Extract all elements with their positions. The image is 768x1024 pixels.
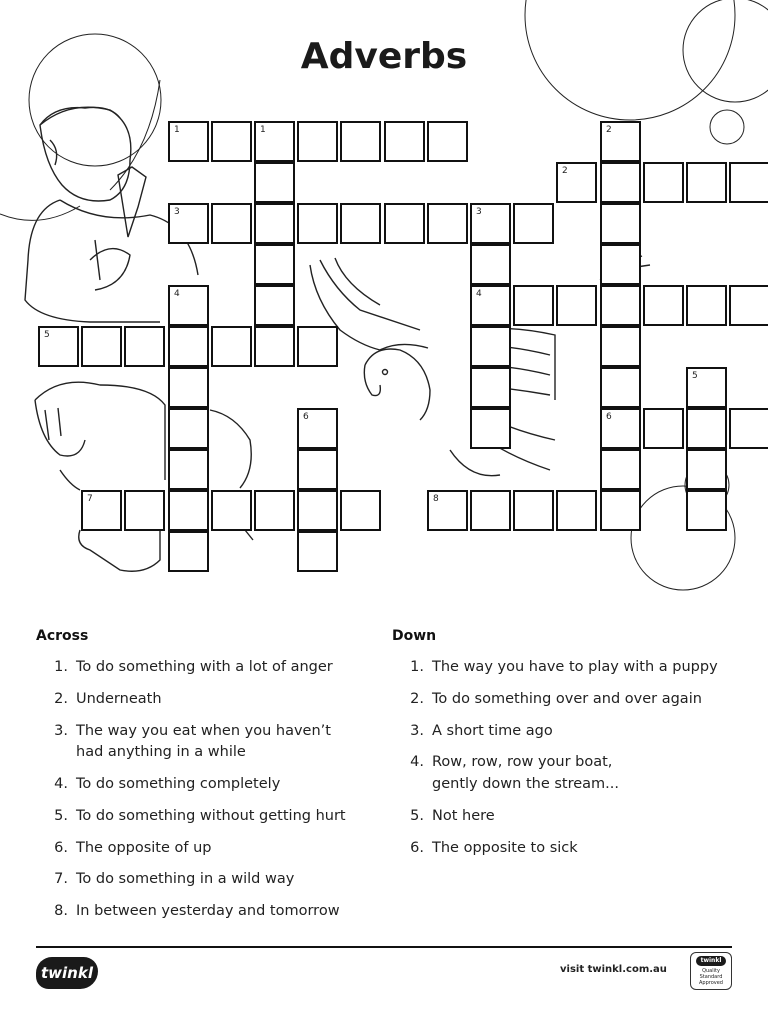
crossword-cell[interactable]: [470, 244, 511, 285]
crossword-cell[interactable]: [686, 367, 727, 408]
crossword-cell[interactable]: [297, 490, 338, 531]
badge-text: Quality Standard Approved: [699, 968, 723, 986]
clue-number: 2: [606, 125, 612, 135]
clue-item: [36, 806, 376, 828]
clue-number: 4: [476, 289, 482, 299]
crossword-cell[interactable]: [124, 326, 165, 367]
crossword-cell[interactable]: [340, 121, 381, 162]
clue-item-number: 5.: [54, 807, 68, 824]
clue-number: 6: [606, 412, 612, 422]
clue-item-number: 8.: [54, 903, 68, 919]
clue-item-number: 2.: [410, 690, 424, 707]
crossword-cell[interactable]: [38, 326, 79, 367]
crossword-cell[interactable]: [600, 244, 641, 285]
crossword-cell[interactable]: [729, 162, 768, 203]
crossword-cell[interactable]: [81, 326, 122, 367]
clue-item-text: Not here: [432, 807, 495, 824]
crossword-cell[interactable]: [513, 203, 554, 244]
crossword-cell[interactable]: [686, 449, 727, 490]
crossword-cell[interactable]: [168, 408, 209, 449]
clue-item-number: 3.: [54, 722, 68, 739]
clue-item: [36, 838, 376, 860]
clue-item-text: Underneath: [76, 690, 162, 707]
crossword-cell[interactable]: [686, 162, 727, 203]
clue-item-text: The opposite of up: [76, 839, 212, 856]
clue-item-text: To do something without getting hurt: [76, 807, 346, 824]
across-clues: [36, 626, 376, 933]
crossword-cell[interactable]: [297, 408, 338, 449]
crossword-cell[interactable]: [340, 490, 381, 531]
badge-logo: twinkl: [696, 956, 726, 966]
clue-item-text: To do something over and over again: [432, 690, 702, 707]
crossword-cell[interactable]: [556, 490, 597, 531]
clue-number: 7: [87, 494, 93, 504]
crossword-cell[interactable]: [643, 408, 684, 449]
clue-number: 2: [562, 166, 568, 176]
crossword-cell[interactable]: [254, 162, 295, 203]
clue-item-text: Row, row, row your boat, gently down the stream...: [432, 754, 619, 792]
crossword-cell[interactable]: [168, 121, 209, 162]
clue-item-text: To do something completely: [76, 776, 281, 792]
crossword-cell[interactable]: [729, 285, 768, 326]
clue-number: 5: [692, 371, 698, 381]
crossword-cell[interactable]: [168, 326, 209, 367]
clue-item: [392, 806, 752, 828]
crossword-cell[interactable]: [297, 121, 338, 162]
clue-item-number: 2.: [54, 690, 68, 707]
crossword-cell[interactable]: [513, 490, 554, 531]
crossword-cell[interactable]: [254, 121, 295, 162]
clue-item-text: A short time ago: [432, 722, 553, 739]
crossword-cell[interactable]: [643, 285, 684, 326]
crossword-cell[interactable]: [297, 203, 338, 244]
crossword-cell[interactable]: [600, 285, 641, 326]
crossword-cell[interactable]: [168, 203, 209, 244]
crossword-cell[interactable]: [124, 490, 165, 531]
crossword-cell[interactable]: [470, 490, 511, 531]
crossword-cell[interactable]: [686, 408, 727, 449]
crossword-cell[interactable]: [600, 408, 641, 449]
across-heading: Across: [36, 628, 89, 644]
crossword-cell[interactable]: [254, 285, 295, 326]
down-clues: [392, 626, 752, 869]
clue-number: 1: [174, 125, 180, 135]
crossword-cell[interactable]: [81, 490, 122, 531]
clue-number: 3: [174, 207, 180, 217]
crossword-cell[interactable]: [254, 244, 295, 285]
crossword-cell[interactable]: [254, 326, 295, 367]
visit-link[interactable]: visit twinkl.com.au: [560, 964, 667, 975]
clue-item: [36, 774, 376, 796]
clue-item-text: To do something with a lot of anger: [76, 659, 333, 675]
crossword-cell[interactable]: [168, 531, 209, 572]
clue-item: [36, 901, 376, 923]
crossword-cell[interactable]: [729, 408, 768, 449]
crossword-cell[interactable]: [686, 285, 727, 326]
clue-item-number: 6.: [54, 839, 68, 856]
crossword-cell[interactable]: [470, 285, 511, 326]
crossword-cell[interactable]: [470, 367, 511, 408]
quality-badge: [690, 952, 732, 990]
page-title: Adverbs: [300, 36, 468, 77]
clue-item-number: 3.: [410, 722, 424, 739]
clue-item-text: To do something in a wild way: [76, 871, 295, 888]
twinkl-logo: twinkl: [36, 957, 98, 989]
clue-item: [392, 721, 752, 743]
clue-number: 1: [260, 125, 266, 135]
crossword-cell[interactable]: [168, 285, 209, 326]
clue-item-number: 6.: [410, 839, 424, 856]
clue-item-number: 1.: [54, 659, 68, 675]
crossword-cell[interactable]: [297, 531, 338, 572]
crossword-cell[interactable]: [384, 203, 425, 244]
crossword-cell[interactable]: [427, 121, 468, 162]
crossword-cell[interactable]: [470, 408, 511, 449]
clue-item: [36, 657, 376, 679]
clue-number: 5: [44, 330, 50, 340]
crossword-cell[interactable]: [556, 285, 597, 326]
footer-divider: [36, 946, 732, 948]
crossword-cell[interactable]: [513, 285, 554, 326]
crossword-cell[interactable]: [297, 326, 338, 367]
clue-number: 8: [433, 494, 439, 504]
crossword-cell[interactable]: [297, 449, 338, 490]
clue-item: [36, 689, 376, 711]
clue-item: [392, 838, 752, 860]
clue-number: 6: [303, 412, 309, 422]
crossword-cell[interactable]: [254, 203, 295, 244]
crossword-cell[interactable]: [211, 490, 252, 531]
clue-item-text: The way you eat when you haven’t had anything in a while: [76, 722, 331, 761]
clue-item-number: 1.: [410, 659, 424, 675]
clue-item-number: 5.: [410, 807, 424, 824]
crossword-cell[interactable]: [211, 121, 252, 162]
clue-item: [36, 869, 376, 891]
crossword-cell[interactable]: [600, 449, 641, 490]
crossword-cell[interactable]: [600, 326, 641, 367]
crossword-cell[interactable]: [470, 203, 511, 244]
clue-item: [392, 657, 752, 679]
crossword-cell[interactable]: [254, 490, 295, 531]
crossword-cell[interactable]: [340, 203, 381, 244]
crossword-cell[interactable]: [470, 326, 511, 367]
crossword-cell[interactable]: [556, 162, 597, 203]
crossword-cell[interactable]: [427, 203, 468, 244]
crossword-cell[interactable]: [600, 162, 641, 203]
crossword-cell[interactable]: [168, 449, 209, 490]
crossword-cell[interactable]: [211, 326, 252, 367]
clue-number: 4: [174, 289, 180, 299]
crossword-cell[interactable]: [600, 203, 641, 244]
crossword-cell[interactable]: [600, 367, 641, 408]
clue-item-number: 4.: [410, 754, 424, 771]
crossword-cell[interactable]: [427, 490, 468, 531]
clue-item-number: 4.: [54, 776, 68, 792]
clue-item: [392, 689, 752, 711]
crossword-cell[interactable]: [168, 490, 209, 531]
clue-item: [392, 752, 752, 796]
clue-item: [36, 721, 376, 765]
crossword-cell[interactable]: [643, 162, 684, 203]
down-heading: Down: [392, 628, 437, 644]
clue-number: 3: [476, 207, 482, 217]
crossword-cell[interactable]: [384, 121, 425, 162]
clue-item-number: 7.: [54, 871, 68, 888]
crossword-cell[interactable]: [600, 121, 641, 162]
crossword-cell[interactable]: [211, 203, 252, 244]
clue-item-text: In between yesterday and tomorrow: [76, 903, 340, 919]
clue-item-text: The opposite to sick: [432, 839, 578, 856]
crossword-cell[interactable]: [600, 490, 641, 531]
crossword-cell[interactable]: [686, 490, 727, 531]
crossword-cell[interactable]: [168, 367, 209, 408]
clue-item-text: The way you have to play with a puppy: [432, 659, 718, 675]
